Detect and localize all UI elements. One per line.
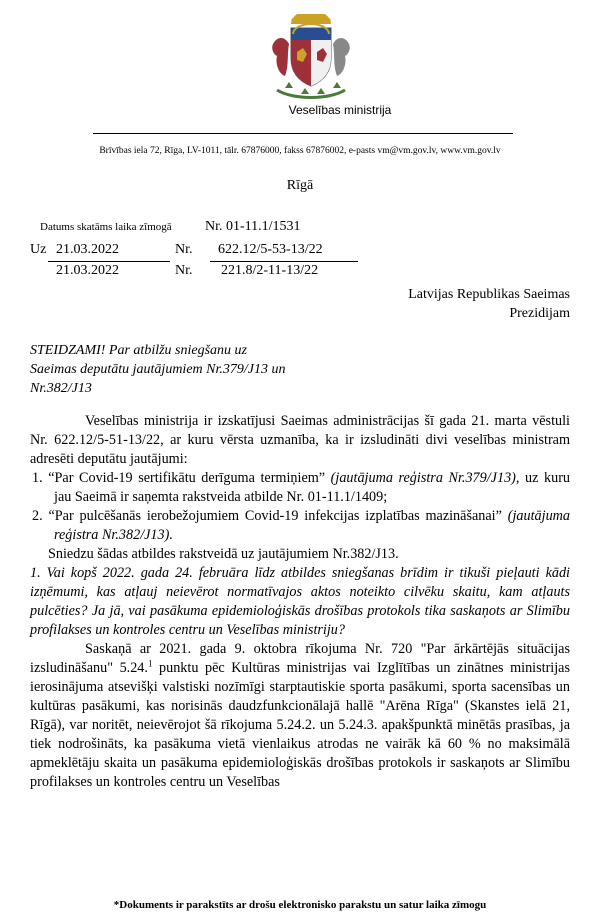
reference-number-2: 221.8/2-11-13/22 <box>221 263 319 278</box>
subject-block <box>30 341 286 398</box>
footnote-marker: 1 <box>147 658 153 669</box>
list-item-2-registry: (jautājuma reģistra Nr.382/J13). <box>54 508 571 543</box>
list-item-1-number: 1. <box>32 470 43 486</box>
answer-paragraph <box>30 640 570 792</box>
underline-number-1 <box>210 261 358 262</box>
list-item-1 <box>30 469 570 507</box>
list-item-1-rest: , uz kuru jau Saeimā ir saņemta rakstveida atbilde Nr. 01-11.1/1409; <box>54 470 571 505</box>
list-item-2 <box>30 507 570 545</box>
recipient-line-2: Prezidijam <box>509 306 570 321</box>
signature-footer-note: *Dokuments ir parakstīts ar drošu elektronisko parakstu un satur laika zīmogu <box>113 899 487 911</box>
list-item-2-number: 2. <box>32 508 43 524</box>
question-1: 1. Vai kopš 2022. gada 24. februāra līdz atbildes sniegšanas brīdim ir tikuši pieļauti kādi izņēmumi, kas atļauj neievērot normatīvajos aktos noteikto cilvēku skaitu, kam atļauts pulcēties? Ja jā, vai pasākuma epidemioloģiskās drošības protokols tika saskaņots ar Slimību profilakses un kontroles centru un Veselības ministriju? <box>30 565 570 638</box>
city: Rīgā <box>286 178 314 193</box>
intro-paragraph: Veselības ministrija ir izskatījusi Saeimas administrācijas šī gada 21. marta vēstuli Nr. 622.12/5-51-13/22, ar kuru vērsta uzmanība, ka ir izsludināti divi veselības ministram adresēti deputātu jautājumi: <box>30 413 570 467</box>
subject-line-1: STEIDZAMI! Par atbilžu sniegšanu uz <box>30 343 247 358</box>
list-item-1-registry: (jautājuma reģistra Nr.379/J13) <box>330 470 516 486</box>
document-number: Nr. 01-11.1/1531 <box>205 219 301 234</box>
nr-label-2: Nr. <box>175 263 193 278</box>
coat-of-arms-emblem <box>263 14 359 102</box>
answer-part-2: punktu pēc Kultūras ministrijas vai Izglītības un zinātnes ministrijas ierosinājuma atsevišķi valstiski nozīmīgi starptautiskie sporta pasākumi, sporta sacensības un kultūras pasākumi, kas norisinās daudzfunkcionālajā hallē "Arēna Rīga" (Skanstes ielā 21, Rīgā), var noritēt, neievērojot šā rīkojuma 5.24.2. un 5.24.3. apakšpunktā minētās prasības, ja tiek nodrošināts, ka pasākuma vietā vienlaikus atrodas ne vairāk kā 60 % no maksimālā apmeklētāju skaita un pasākuma epidemioloģiskās drošības protokols ir saskaņots ar Slimību profilakses un kontroles centru un Veselības <box>30 660 570 790</box>
letter-body <box>30 412 570 792</box>
header-rule <box>93 133 513 134</box>
reference-number-1: 622.12/5-53-13/22 <box>218 242 323 257</box>
underline-date-1 <box>48 261 170 262</box>
list-item-2-title: “Par pulcēšanās ierobežojumiem Covid-19 infekcijas izplatības mazināšanai” <box>48 508 502 524</box>
nr-label-1: Nr. <box>175 242 193 257</box>
reference-date-2: 21.03.2022 <box>56 263 119 278</box>
uz-label: Uz <box>30 242 47 257</box>
recipient-block <box>408 285 570 323</box>
reference-date-1: 21.03.2022 <box>56 242 119 257</box>
ministry-name: Veselības ministrija <box>288 103 392 117</box>
answer-part-1: Saskaņā ar 2021. gada 9. oktobra rīkojuma Nr. 720 "Par ārkārtējās situācijas izsludināšanu" 5.24. <box>30 641 570 676</box>
answer-intro: Sniedzu šādas atbildes rakstveidā uz jautājumiem Nr.382/J13. <box>48 546 399 562</box>
contact-line: Brīvības iela 72, Rīga, LV-1011, tālr. 67876000, fakss 67876002, e-pasts vm@vm.gov.lv, www.vm.gov.lv <box>99 146 501 156</box>
recipient-line-1: Latvijas Republikas Saeimas <box>408 287 570 302</box>
subject-line-3: Nr.382/J13 <box>30 381 92 396</box>
date-stamp-note: Datums skatāms laika zīmogā <box>40 221 172 233</box>
subject-line-2: Saeimas deputātu jautājumiem Nr.379/J13 un <box>30 362 286 377</box>
list-item-1-title: “Par Covid-19 sertifikātu derīguma termiņiem” <box>48 470 326 486</box>
